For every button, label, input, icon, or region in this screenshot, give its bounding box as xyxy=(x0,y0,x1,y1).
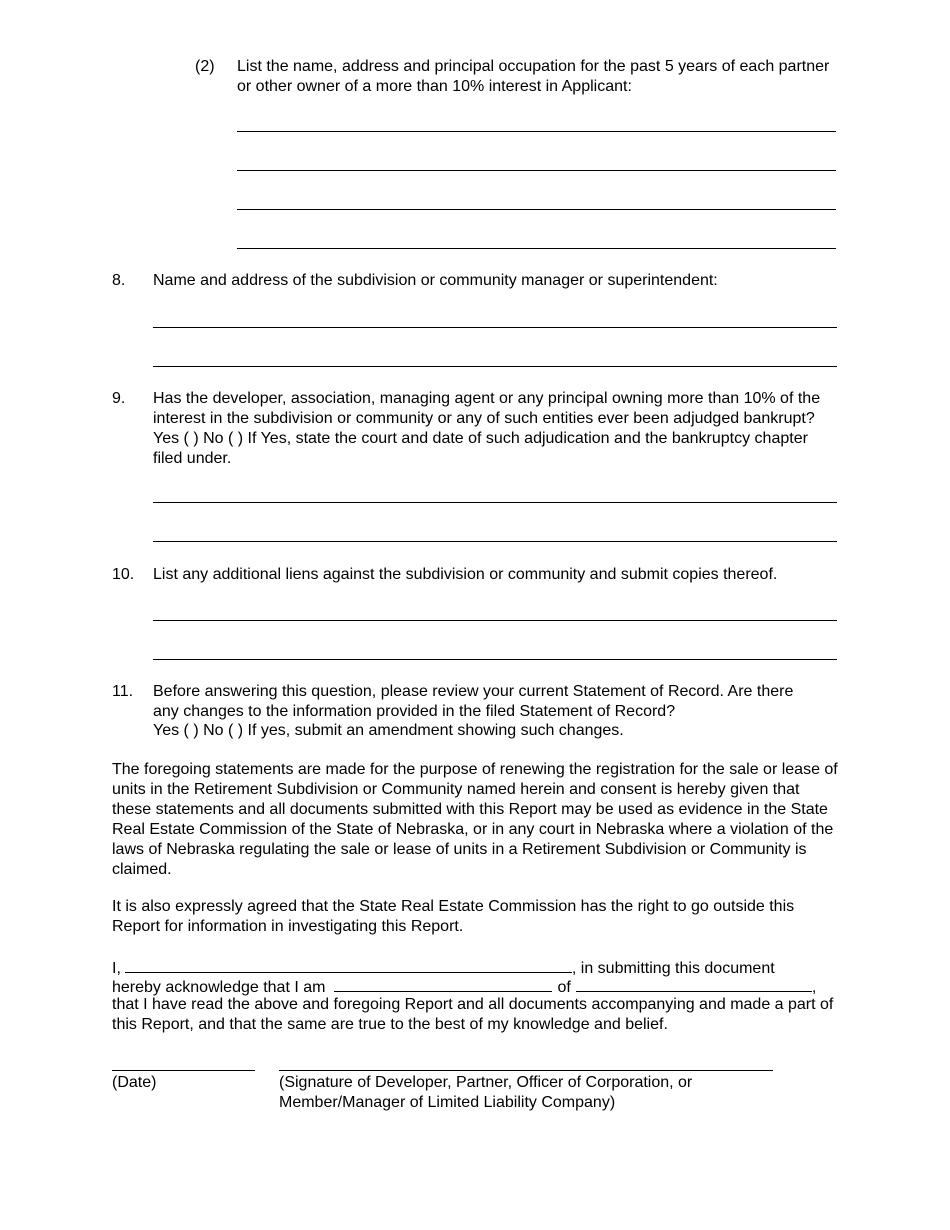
signature-line[interactable] xyxy=(279,1070,773,1071)
date-line[interactable] xyxy=(112,1070,255,1071)
signature-label-line-2: Member/Manager of Limited Liability Company) xyxy=(279,1094,616,1111)
item-10-text: List any additional liens against the subdivision or community and submit copies thereof. xyxy=(153,566,778,583)
item-11-number: 11. xyxy=(112,683,134,700)
item-8-number: 8. xyxy=(112,272,126,289)
item-8-text: Name and address of the subdivision or community manager or superintendent: xyxy=(153,272,718,289)
answer-line[interactable] xyxy=(237,209,836,210)
consent-paragraph: The foregoing statements are made for the purpose of renewing the registration for the sale or lease of units in the Retirement Subdivision or Community named herein and consent is hereby given that these statements and all documents submitted with this Report may be used as evidence in the State Real Estate Commission of the State of Nebraska, or in any court in Nebraska where a violation of the laws of Nebraska regulating the sale or lease of units in a Retirement Subdivision or Community is claimed. xyxy=(112,761,838,878)
ack-hereby: hereby acknowledge that I am xyxy=(112,979,326,996)
ack-rest: that I have read the above and foregoing Report and all documents accompanying and made a part of this Report, and that the same are true to the best of my knowledge and belief. xyxy=(112,996,834,1033)
answer-line[interactable] xyxy=(237,248,836,249)
answer-line[interactable] xyxy=(237,131,836,132)
answer-line[interactable] xyxy=(153,327,837,328)
name-field[interactable] xyxy=(125,956,572,973)
answer-line[interactable] xyxy=(153,366,837,367)
item-11-yes-no: Yes ( ) No ( ) If yes, submit an amendment showing such changes. xyxy=(153,722,624,739)
organization-field[interactable] xyxy=(576,975,812,992)
answer-line[interactable] xyxy=(153,620,837,621)
item-7-2-number: (2) xyxy=(195,58,215,75)
item-9-text: Has the developer, association, managing agent or any principal owning more than 10% of the interest in the subdivision or community or any of such entities ever been adjudged bankrupt? Yes ( ) No ( ) If Yes, state the court and date of such adjudication and the bankruptcy chapter filed under. xyxy=(153,390,821,467)
date-label: (Date) xyxy=(112,1074,157,1091)
item-10-number: 10. xyxy=(112,566,135,583)
agreement-paragraph: It is also expressly agreed that the State Real Estate Commission has the right to go outside this Report for information in investigating this Report. xyxy=(112,898,795,935)
answer-line[interactable] xyxy=(153,541,837,542)
ack-comma: , xyxy=(811,979,817,996)
ack-i: I, xyxy=(112,960,121,977)
title-field[interactable] xyxy=(334,975,552,992)
ack-submitting: , in submitting this document xyxy=(571,960,775,977)
signature-label-line-1: (Signature of Developer, Partner, Officer of Corporation, or xyxy=(279,1074,693,1091)
answer-line[interactable] xyxy=(153,502,837,503)
answer-line[interactable] xyxy=(237,170,836,171)
item-9-number: 9. xyxy=(112,390,126,407)
answer-line[interactable] xyxy=(153,659,837,660)
ack-of: of xyxy=(557,979,571,996)
item-7-2-text: List the name, address and principal occupation for the past 5 years of each partner or other owner of a more than 10% interest in Applicant: xyxy=(237,58,830,95)
item-11-text: Before answering this question, please review your current Statement of Record. Are there any changes to the information provided in the filed Statement of Record? xyxy=(153,683,794,720)
